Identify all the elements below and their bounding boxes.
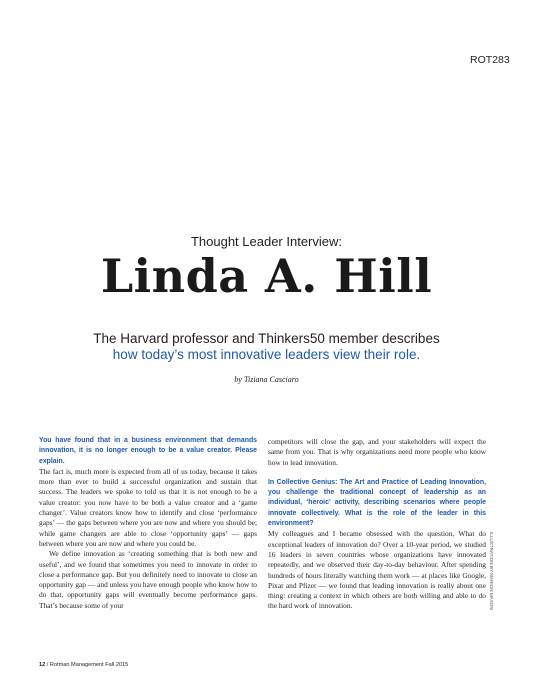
- answer-2-paragraph-1: My colleagues and I became obsessed with the question, What do exceptional leaders of innovation do? Over a 10-year period, we studied 16 leaders in seven countries whose organizations have innovated repeatedly, and we observed their day-to-day behaviour. After spending hundreds of hours literally watching them work — at places like Google, Pixar and Pfizer — we found that leading innovation is really about one thing: creating a context in which others are both willing and able to do the hard work of innovation.: [268, 529, 486, 611]
- illustration-credit: ILLUSTRATION BY MARION MASON: [489, 532, 494, 610]
- page-footer: [39, 662, 128, 668]
- publication-name: / Rotman Management Fall 2015: [46, 662, 129, 668]
- article-headline: Linda A. Hill: [100, 249, 433, 303]
- interview-kicker: Thought Leader Interview:: [190, 234, 343, 249]
- answer-1-continuation: competitors will close the gap, and your stakeholders will expect the same from you. That is why organizations need more people who know how to lead innovation.: [268, 437, 486, 467]
- right-column: [268, 437, 486, 612]
- left-column: [39, 436, 257, 611]
- deck-line-2: how today’s most innovative leaders view their role.: [112, 347, 421, 362]
- article-code: ROT283: [470, 54, 510, 66]
- deck-line-1: The Harvard professor and Thinkers50 member describes: [93, 331, 440, 346]
- byline: by Tiziana Casciaro: [234, 375, 299, 384]
- question-1: You have found that in a business environment that demands innovation, it is no longer enough to be a value creator. Please explain.: [39, 437, 257, 465]
- question-2: In Collective Genius: The Art and Practice of Leading Innovation, you challenge the traditional concept of leadership as an individual, ‘heroic’ activity, describing scenarios where people innovate collectively. What is the role of the leader in this environment?: [268, 478, 486, 528]
- answer-1-paragraph-1: The fact is, much more is expected from all of us today, because it takes more than ever to build a successful organization and sustain that success. The leaders we spoke to told us that it is not enough to be a value creator: you now have to be both a value creator and a ‘game changer’. Value creators know how to identify and close ‘performance gaps’ — the gaps between where you are now and where you should be; while game changers are able to close ‘opportunity gaps’ — gaps between where you are now and where you could be.: [39, 466, 257, 548]
- answer-1-paragraph-2: We define innovation as ‘creating something that is both new and useful’, and we found that sometimes you need to innovate in order to close a performance gap. But you definitely need to innovate to close an opportunity gap — and unless you have enough people who know how to do that, opportunity gaps will eventually become performance gaps. That’s because some of your: [39, 549, 257, 610]
- page-number: 12: [39, 662, 46, 668]
